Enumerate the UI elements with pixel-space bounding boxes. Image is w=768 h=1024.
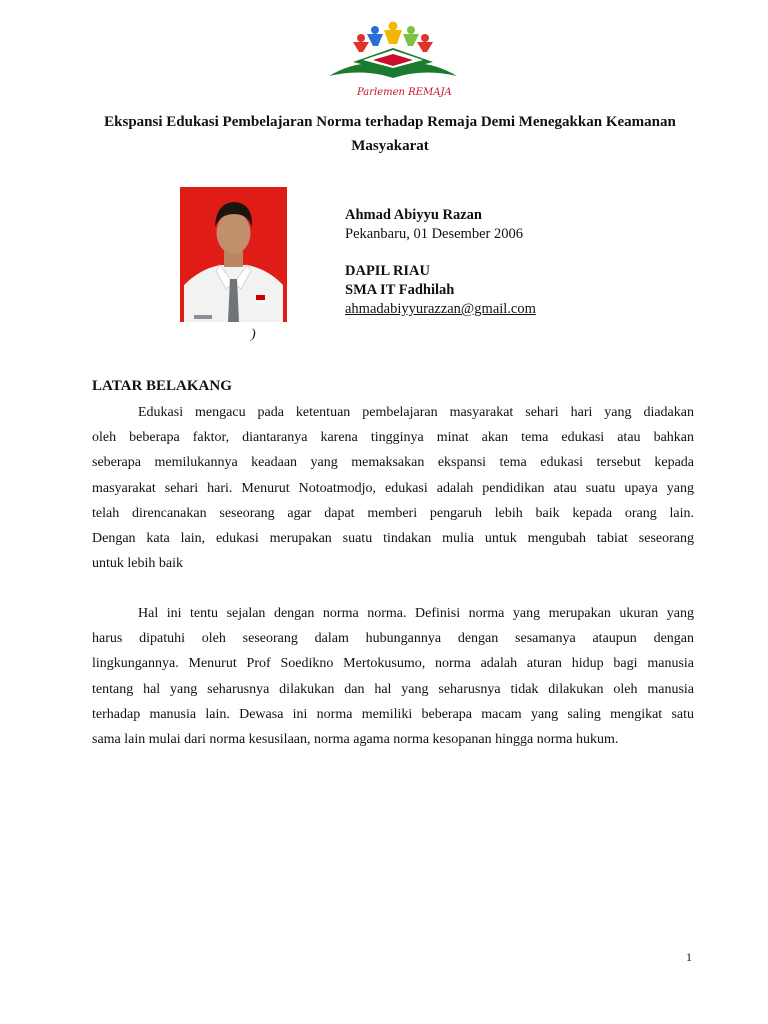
title-line-2: Masyakarat (351, 138, 429, 154)
paragraph-line: Edukasi mengacu pada ketentuan pembelajaran masyarakat sehari hari yang diadakan (138, 405, 694, 420)
paragraph-2 (92, 601, 694, 752)
author-name: Ahmad Abiyyu Razan (345, 207, 482, 223)
page-number: 1 (686, 950, 692, 964)
paragraph-line: oleh beberapa faktor, diantaranya karena tingginya minat akan tema edukasi atau bahkan (92, 430, 694, 446)
paragraph-line: sama lain mulai dari norma kesusilaan, norma agama norma kesopanan hingga norma hukum. (92, 731, 619, 747)
author-school: SMA IT Fadhilah (345, 282, 455, 298)
document-title (60, 110, 720, 158)
author-birth: Pekanbaru, 01 Desember 2006 (345, 226, 523, 242)
paragraph-line: seberapa memilukannya keadaan yang memaksakan ekspansi tema edukasi tersebut kepada (92, 455, 694, 471)
portrait-image (180, 187, 287, 322)
title-line-1: Ekspansi Edukasi Pembelajaran Norma terhadap Remaja Demi Menegakkan Keamanan (104, 114, 676, 130)
paragraph-line: untuk lebih baik (92, 556, 183, 572)
paragraph-1 (92, 400, 694, 576)
paragraph-line: terhadap manusia lain. Dewasa ini norma memiliki beberapa macam yang saling mengikat satu (92, 706, 694, 722)
paragraph-line: tentang hal yang seharusnya dilakukan dan hal yang seharusnya tidak dilakukan oleh manusia (92, 681, 694, 697)
author-dapil: DAPIL RIAU (345, 263, 430, 279)
logo-graphic (323, 18, 463, 104)
paragraph-line: Hal ini tentu sejalan dengan norma norma. Definisi norma yang merupakan ukuran yang (138, 606, 694, 621)
paragraph-line: lingkungannya. Menurut Prof Soedikno Mertokusumo, norma adalah aturan hidup bagi manusia (92, 656, 694, 672)
section-heading: LATAR BELAKANG (92, 378, 232, 394)
paragraph-line: Dengan kata lain, edukasi merupakan suatu tindakan mulia untuk mengubah tabiat seseorang (92, 530, 694, 546)
parlemen-remaja-logo (323, 18, 463, 104)
author-photo (180, 187, 287, 322)
photo-caption: ) (251, 327, 256, 342)
author-email-link[interactable]: ahmadabiyyurazzan@gmail.com (345, 301, 536, 317)
paragraph-line: harus dipatuhi oleh seseorang dalam hubungannya dengan sesamanya ataupun dengan (92, 631, 694, 647)
paragraph-line: telah direncanakan seseorang agar dapat memberi pengaruh lebih baik kepada orang lain. (92, 505, 694, 521)
paragraph-line: masyarakat sehari hari. Menurut Notoatmodjo, edukasi adalah pendidikan atau suatu upaya yang (92, 480, 694, 496)
logo-text: Parlemen REMAJA (357, 87, 452, 98)
